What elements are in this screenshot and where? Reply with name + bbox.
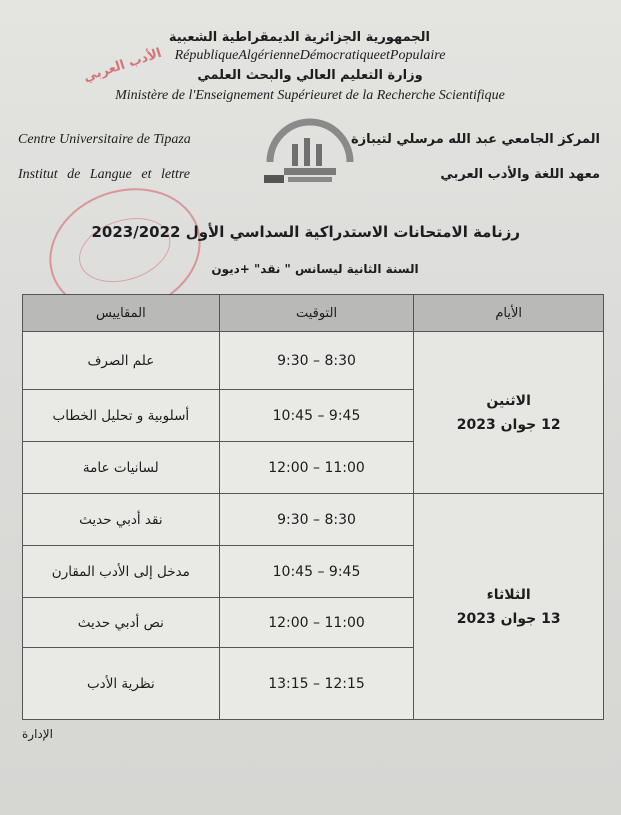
time-cell: 11:00 – 12:00 <box>219 598 414 648</box>
header-fr-center: Centre Universitaire de Tipaza <box>18 132 191 147</box>
day-date: 13 جوان 2023 <box>456 610 561 627</box>
subject-cell: نظرية الأدب <box>23 648 220 720</box>
day-name: الثلاثاء <box>486 586 531 603</box>
stamp-text: الأدب العربي <box>81 45 164 86</box>
subject-cell: نص أدبي حديث <box>23 598 220 648</box>
header-ar-ministry: وزارة التعليم العالي والبحث العلمي <box>197 68 423 83</box>
header-days: الأيام <box>414 295 604 332</box>
table-row <box>23 494 604 546</box>
page-title: رزنامة الامتحانات الاستدراكية السداسي الأول 2023/2022 <box>91 223 520 241</box>
header-subjects: المقاييس <box>23 295 220 332</box>
table-header-row <box>23 295 604 332</box>
time-cell: 9:45 – 10:45 <box>219 390 414 442</box>
subject-cell: لسانيات عامة <box>23 442 220 494</box>
subject-cell: أسلوبية و تحليل الخطاب <box>23 390 220 442</box>
day-name: الاثنين <box>486 392 531 409</box>
header-time: التوقيت <box>219 295 414 332</box>
time-cell: 8:30 – 9:30 <box>219 494 414 546</box>
page-subtitle: السنة الثانية ليسانس " نقد" +ديون <box>211 262 419 276</box>
header-fr-ministry: Ministère de l'Enseignement Supérieuret de la Recherche Scientifique <box>115 88 505 103</box>
table-row <box>23 332 604 390</box>
subject-cell: علم الصرف <box>23 332 220 390</box>
day-date: 12 جوان 2023 <box>456 416 561 433</box>
footer-administration: الإدارة <box>22 727 53 741</box>
day-cell-monday <box>414 332 604 494</box>
day-cell-tuesday <box>414 494 604 720</box>
header-ar-institute: معهد اللغة والأدب العربي <box>440 167 600 182</box>
time-cell: 11:00 – 12:00 <box>219 442 414 494</box>
university-logo <box>262 118 358 186</box>
time-cell: 8:30 – 9:30 <box>219 332 414 390</box>
header-ar-republic: الجمهورية الجزائرية الديمقراطية الشعبية <box>168 30 430 45</box>
time-cell: 9:45 – 10:45 <box>219 546 414 598</box>
time-cell: 12:15 – 13:15 <box>219 648 414 720</box>
exam-schedule-table <box>22 294 604 720</box>
subject-cell: نقد أدبي حديث <box>23 494 220 546</box>
header-fr-republic: RépubliqueAlgérienneDémocratiqueetPopulaire <box>174 48 446 63</box>
header-fr-institute: Institut de Langue et lettre <box>18 167 191 182</box>
subject-cell: مدخل إلى الأدب المقارن <box>23 546 220 598</box>
header-ar-center: المركز الجامعي عبد الله مرسلي لتيبازة <box>351 132 600 147</box>
